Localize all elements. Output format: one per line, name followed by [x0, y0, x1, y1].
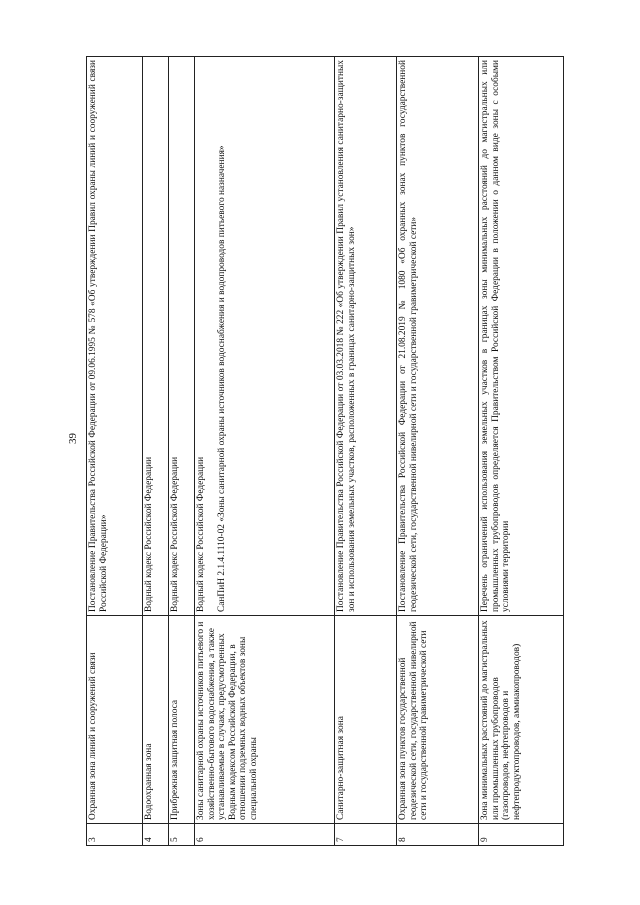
legal-basis	[335, 57, 397, 616]
legal-basis-line: Постановление Правительства Российской Федерации от 03.03.2018 № 222 «Об утверждении Правил установления санитарно-защитных зон и использования земельных участков, расположенных в границах санитарно-защитных зон»	[336, 60, 357, 612]
legal-basis-line: Водный кодекс Российской Федерации	[170, 456, 180, 612]
row-number: 4	[143, 824, 169, 846]
legal-basis-line: СанПиН 2.1.4.1110-02 «Зоны санитарной охраны источников водоснабжения и водопроводов питьевого назначения»	[216, 145, 227, 612]
row-number: 9	[479, 824, 564, 846]
table-row	[479, 57, 564, 846]
zone-name: Прибрежная защитная полоса	[169, 616, 195, 824]
restrictions-table	[86, 56, 564, 846]
legal-basis	[87, 57, 143, 616]
legal-basis-line: Водный кодекс Российской Федерации	[196, 456, 206, 612]
table-row	[143, 57, 169, 846]
legal-basis-line: Постановление Правительства Российской Федерации от 09.06.1995 № 578 «Об утверждении Правил охраны линий и сооружений связи Российской Федерации»	[88, 60, 109, 612]
table-row	[169, 57, 195, 846]
zone-name: Санитарно-защитная зона	[335, 616, 397, 824]
table-row	[397, 57, 479, 846]
zone-name: Водоохранная зона	[143, 616, 169, 824]
row-number: 5	[169, 824, 195, 846]
table-row	[87, 57, 143, 846]
legal-basis	[143, 57, 169, 616]
page-number: 39	[67, 433, 79, 444]
zone-name: Охранная зона пунктов государственной геодезической сети, государственной нивелирной сети и государственной гравиметрической сети	[397, 616, 479, 824]
row-number: 8	[397, 824, 479, 846]
zone-name: Зоны санитарной охраны источников питьевого и хозяйственно-бытового водоснабжения, а также устанавливаемые в случаях, предусмотренных Водным кодексом Российской Федерации, в отношении подземных водных объектов зоны специальной охраны	[195, 616, 335, 824]
row-number: 6	[195, 824, 335, 846]
row-number: 3	[87, 824, 143, 846]
legal-basis-line: Перечень ограничений использования земельных участков в границах зоны минимальных расстояний до магистральных или промышленных трубопроводов определяется Правительством Российской Федерации в положении о данном виде зоны с особыми условиями территории	[480, 60, 512, 612]
zone-name: Охранная зона линий и сооружений связи	[87, 616, 143, 824]
legal-basis	[479, 57, 564, 616]
legal-basis-line: Водный кодекс Российской Федерации	[144, 456, 154, 612]
legal-basis-line: Постановление Правительства Российской Федерации от 21.08.2019 № 1080 «Об охранных зонах пунктов государственной геодезической сети, государственной нивелирной сети и государственной гравиметрической сети»	[398, 60, 419, 612]
legal-basis	[195, 57, 335, 616]
zone-name: Зона минимальных расстояний до магистральных или промышленных трубопроводов (газопроводов, нефтепроводов и нефтепродуктопроводов, аммиакопроводов)	[479, 616, 564, 824]
table-row	[335, 57, 397, 846]
legal-basis	[397, 57, 479, 616]
table-row	[195, 57, 335, 846]
legal-basis	[169, 57, 195, 616]
row-number: 7	[335, 824, 397, 846]
rotated-table-container	[86, 56, 563, 846]
